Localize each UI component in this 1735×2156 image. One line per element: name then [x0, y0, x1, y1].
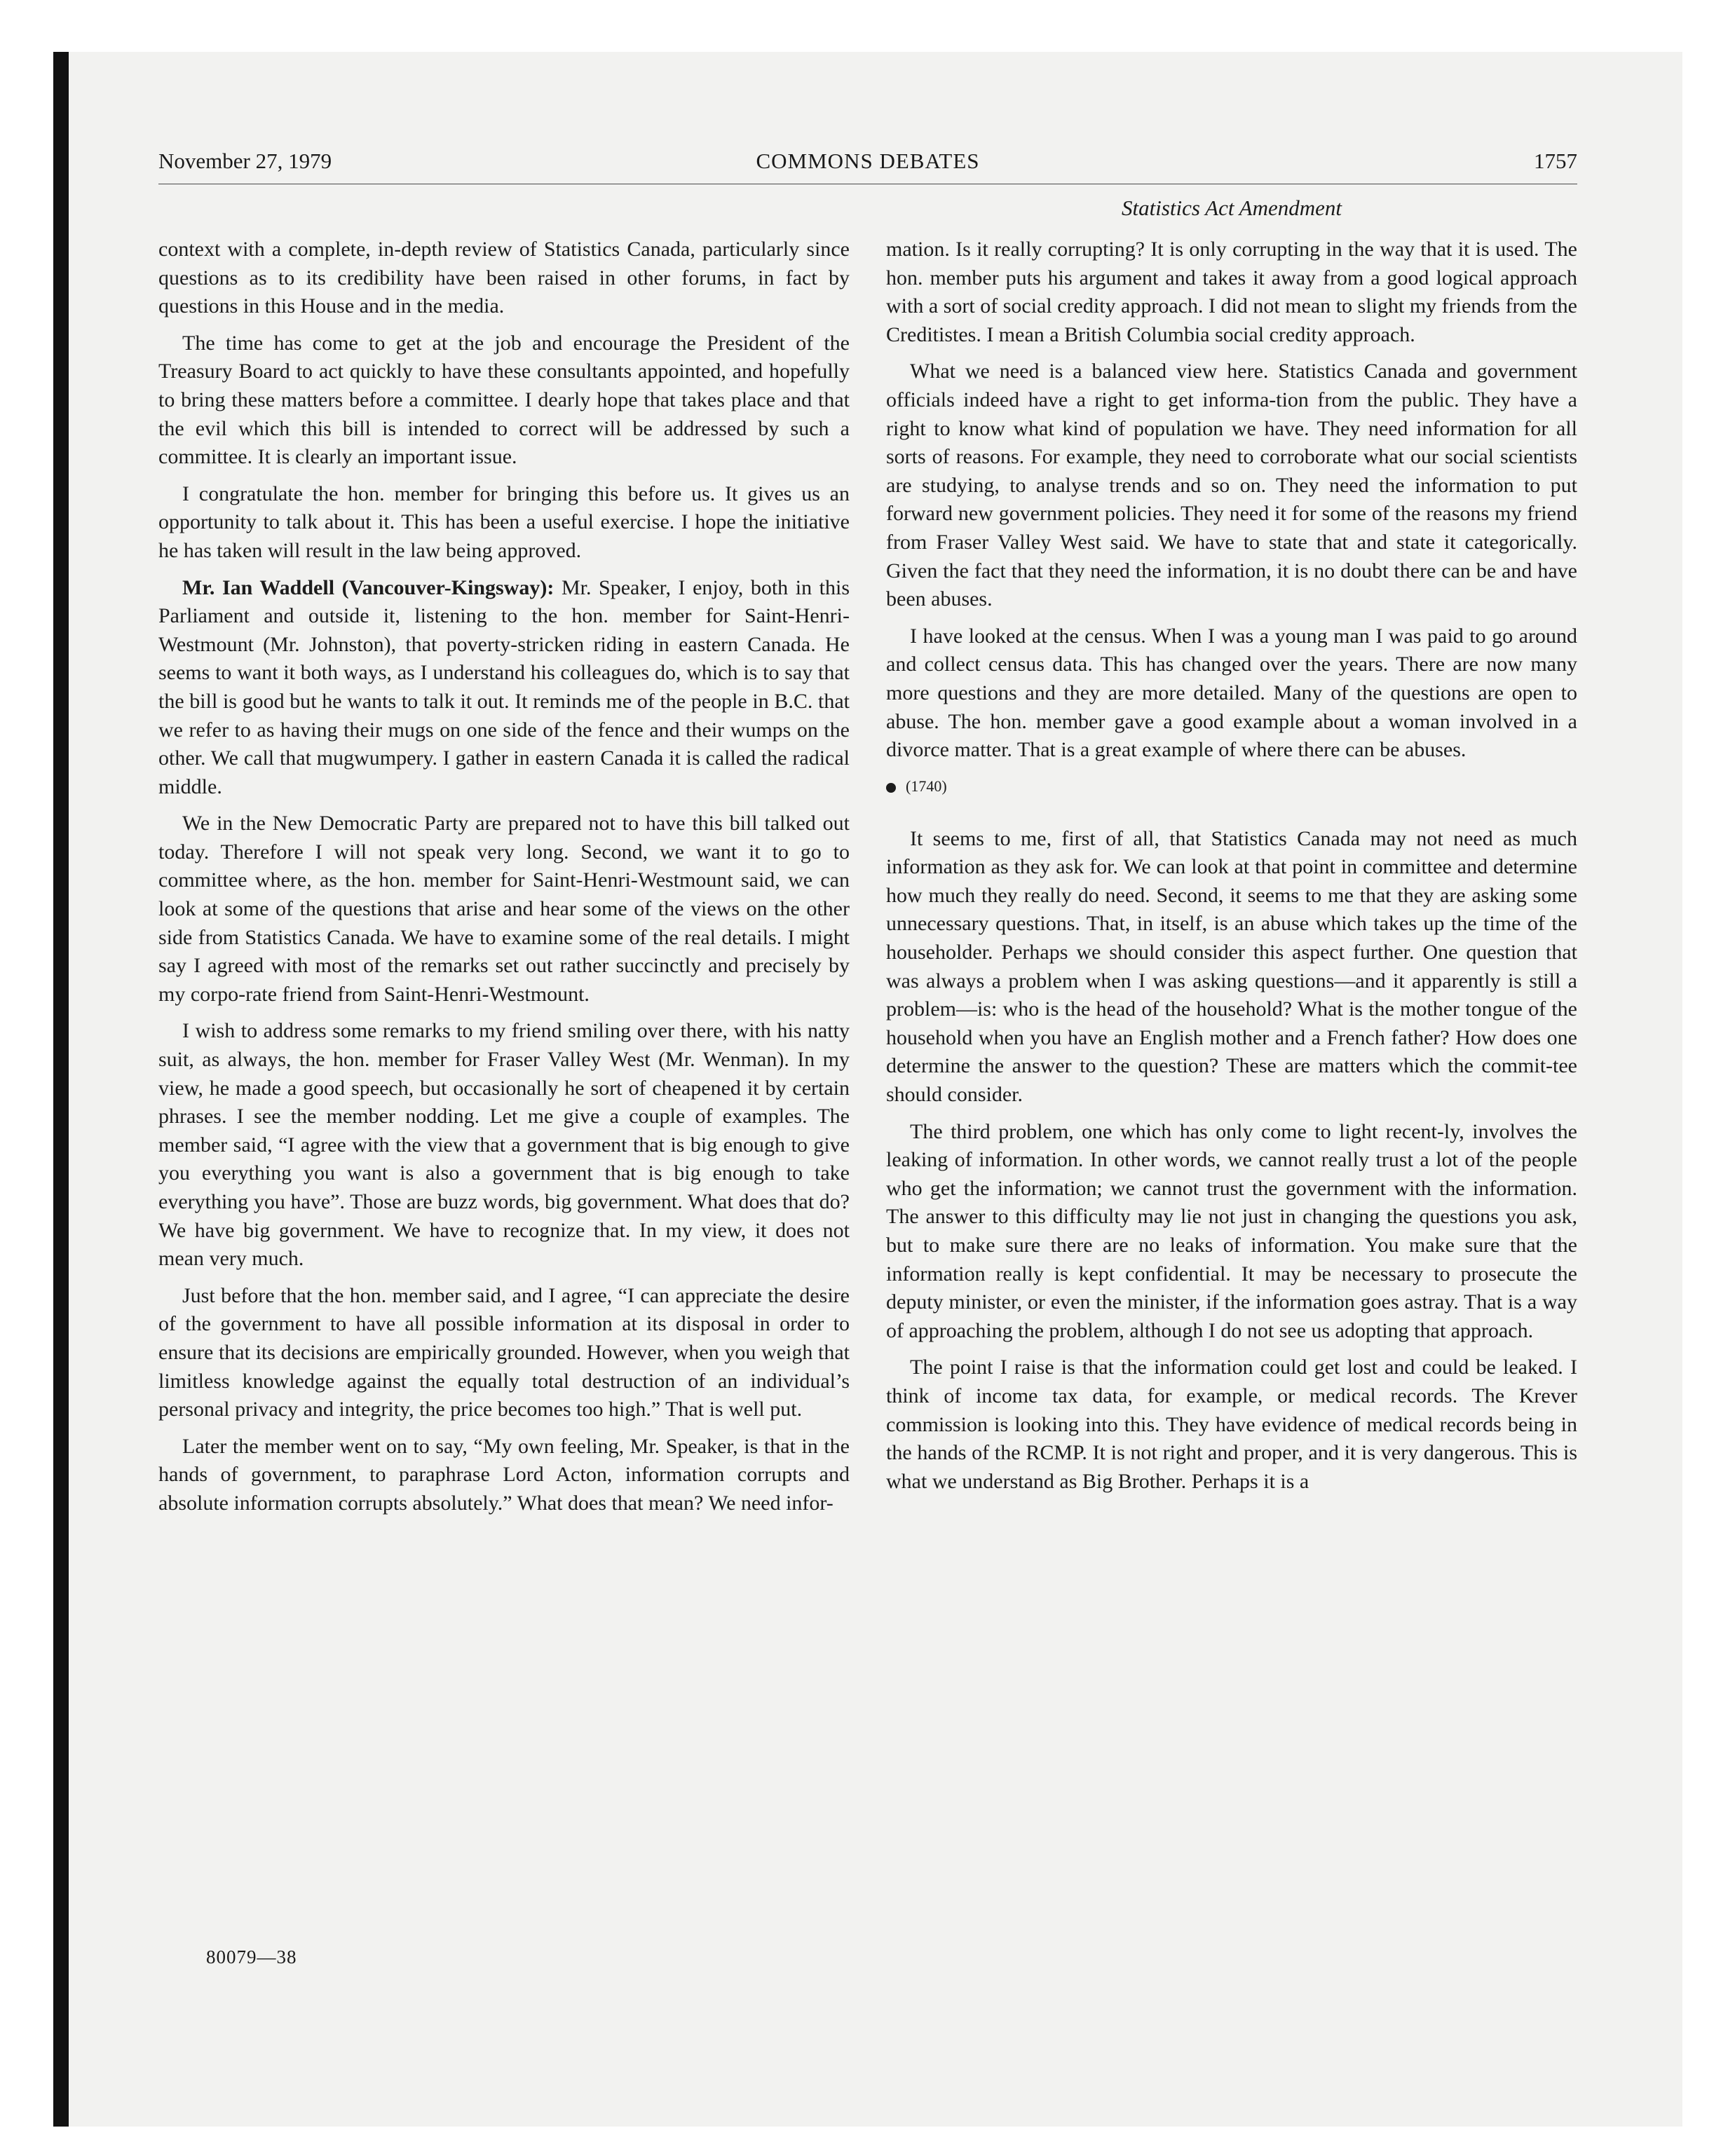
- speaker-paragraph: [158, 574, 850, 802]
- paragraph: Later the member went on to say, “My own feeling, Mr. Speaker, is that in the hands of government, to paraphrase Lord Acton, information corrupts and absolute information corrupts absolutely.” What does that mean? We need infor-: [158, 1434, 850, 1515]
- scan-edge-bar: [53, 52, 69, 2127]
- page-header: [158, 149, 1577, 184]
- paragraph: It seems to me, first of all, that Statistics Canada may not need as much information as they ask for. We can look at that point in committee and determine how much they really do need. Second, it seems to me that they are asking some unnecessary questions. That, in itself, is an abuse which takes up the time of the householder. Perhaps we should consider this aspect further. One question that was always a problem when I was asking questions—and it apparently is still a problem—is: who is the head of the household? What is the mother tongue of the household when you have an English mother and a French father? How does one determine the answer to the question? These are matters which the commit-tee should consider.: [886, 826, 1577, 1107]
- paragraph: I wish to address some remarks to my friend smiling over there, with his natty suit, as always, the hon. member for Fraser Valley West (Mr. Wenman). In my view, he made a good speech, but occasionally he sort of cheapened it by certain phrases. I see the member nodding. Let me give a couple of examples. The member said, “I agree with the view that a government that is big enough to give you everything you want is also a government that is big enough to take everything you have”. Those are buzz words, big government. What does that do? We have big government. We have to recognize that. In my view, it does not mean very much.: [158, 1019, 850, 1271]
- header-date: November 27, 1979: [158, 149, 332, 173]
- paragraph: The point I raise is that the information could get lost and could be leaked. I think of income tax data, for example, or medical records. The Krever commission is looking into this. They have evidence of medical records being in the hands of the RCMP. It is not right and proper, and it is very dangerous. This is what we understand as Big Brother. Perhaps it is a: [886, 1356, 1577, 1493]
- section-subtitle: Statistics Act Amendment: [1122, 196, 1342, 220]
- paragraph: What we need is a balanced view here. Statistics Canada and government officials indeed have a right to get informa-tion from the public. They have a right to know what kind of population we have. They need information for all sorts of reasons. For example, they need to corroborate what our social scientists are studying, to analyse trends and so on. They need the information to put forward new government policies. They need it for some of the reasons my friend from Fraser Valley West said. We have to state that and state it categorically. Given the fact that they need the information, it is no doubt there can be and have been abuses.: [886, 360, 1577, 611]
- paragraph: mation. Is it really corrupting? It is only corrupting in the way that it is used. The hon. member puts his argument and takes it away from a good logical approach with a sort of social credity approach. I did not mean to slight my friends from the Creditistes. I mean a British Columbia social credity approach.: [886, 238, 1577, 346]
- paragraph: I have looked at the census. When I was a young man I was paid to go around and collect census data. This has changed over the years. There are now many more questions and they are more detailed. Many of the questions are open to abuse. The hon. member gave a good example about a woman involved in a divorce matter. That is a great example of where there can be abuses.: [886, 624, 1577, 762]
- bullet-dot-icon: [886, 783, 896, 793]
- header-title: COMMONS DEBATES: [756, 149, 980, 173]
- paragraph: context with a complete, in-depth review of Statistics Canada, particularly since questions as to its credibility have been raised in other forums, in fact by questions in this House and in the media.: [158, 238, 850, 318]
- left-column: [158, 236, 850, 1527]
- header-page-number: 1757: [1534, 149, 1577, 173]
- right-column: [886, 236, 1577, 1504]
- time-marker: [886, 776, 1577, 797]
- paragraph: Just before that the hon. member said, and I agree, “I can appreciate the desire of the government to have all possible information at its disposal in order to ensure that its decisions are empirically grounded. However, when you weigh that limitless knowledge against the equally total destruction of an individual’s personal privacy and integrity, the price becomes too high.” That is well put.: [158, 1283, 850, 1421]
- speech-text: Mr. Speaker, I enjoy, both in this Parliament and outside it, listening to the hon. member for Saint-Henri-Westmount (Mr. Johnston), that poverty-stricken riding in eastern Canada. He seems to want it both ways, as I understand his colleagues do, which is to say that the bill is good but he wants to talk it out. It reminds me of the people in B.C. that we refer to as having their mugs on one side of the fence and their wumps on the other. We call that mugwumpery. I gather in eastern Canada it is called the radical middle.: [158, 575, 850, 798]
- footer-code: 80079—38: [206, 1946, 297, 1967]
- paragraph: We in the New Democratic Party are prepared not to have this bill talked out today. Therefore I will not speak very long. Second, we want it to go to committee where, as the hon. member for Saint-Henri-Westmount said, we can look at some of the questions that arise and hear some of the views on the other side from Statistics Canada. We have to examine some of the real details. I might say I agreed with most of the remarks set out rather succinctly and precisely by my corpo-rate friend from Saint-Henri-Westmount.: [158, 812, 850, 1006]
- paragraph: I congratulate the hon. member for bringing this before us. It gives us an opportunity to talk about it. This has been a useful exercise. I hope the initiative he has taken will result in the law being approved.: [158, 482, 850, 562]
- paragraph: The third problem, one which has only come to light recent-ly, involves the leaking of information. In other words, we cannot really trust a lot of the people who get the information; we cannot trust the government with the information. The answer to this difficulty may lie not just in changing the questions you ask, but to make sure there are no leaks of information. You make sure that the information really is kept confidential. It may be necessary to prosecute the deputy minister, or even the minister, if the information goes astray. That is a way of approaching the problem, although I do not see us adopting that approach.: [886, 1119, 1577, 1342]
- speaker-name: Mr. Ian Waddell (Vancouver-Kingsway):: [182, 575, 554, 599]
- time-marker-label: (1740): [906, 777, 947, 795]
- paragraph: The time has come to get at the job and encourage the President of the Treasury Board to act quickly to have these consultants appointed, and hopefully to bring these matters before a committee. I dearly hope that takes place and that the evil which this bill is intended to correct will be addressed by such a committee. It is clearly an important issue.: [158, 331, 850, 469]
- page: [53, 52, 1682, 2127]
